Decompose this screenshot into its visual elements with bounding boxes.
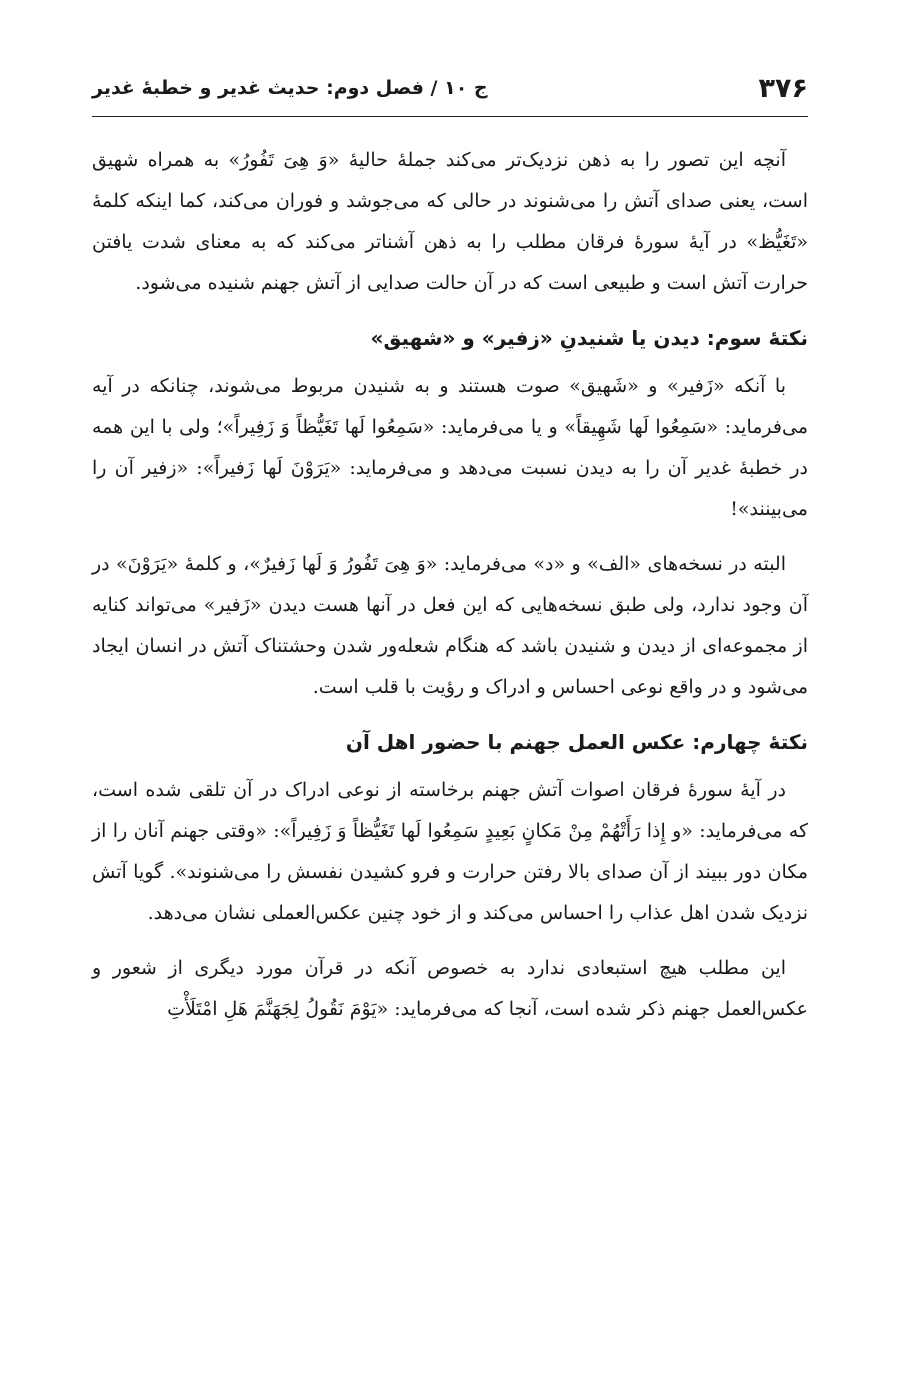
section-heading: نکتهٔ سوم: دیدن یا شنیدنِ «زفیر» و «شهیق»: [370, 326, 808, 350]
paragraph: آنچه این تصور را به ذهن نزدیک‌تر می‌کند جملهٔ حالیهٔ «وَ هِیَ تَفُورُ» به همراه شهیق است، یعنی صدای آتش را می‌شنوند در حالی که می‌جوشد و فوران می‌کند، کما اینکه کلمهٔ «تَغَیُّظ» در آیهٔ سورهٔ فرقان مطلب را به ذهن آشناتر می‌کند که به معنای شدت یافتن حرارت آتش است و طبیعی است که در آن حالت صدایی از آتش جهنم شنیده می‌شود.: [92, 149, 808, 294]
paragraph: این مطلب هیچ استبعادی ندارد به خصوص آنکه در قرآن مورد دیگری از شعور و عکس‌العمل جهنم ذکر شده است، آنجا که می‌فرماید: «یَوْمَ نَقُولُ لِجَهَنَّمَ هَلِ امْتَلَأْتِ: [92, 957, 808, 1020]
paragraph: با آنکه «زَفیر» و «شَهیق» صوت هستند و به شنیدن مربوط می‌شوند، چنانکه در آیه می‌فرماید: «سَمِعُوا لَها شَهِیقاً» و یا می‌فرماید: «سَمِعُوا لَها تَغَیُّظاً وَ زَفِیراً»؛ ولی با این همه در خطبهٔ غدیر آن را به دیدن نسبت می‌دهد و می‌فرماید: «یَرَوْنَ لَها زَفیراً»: «زفیر آن را می‌بینند»!: [92, 375, 808, 520]
running-head: ج ۱۰ / فصل دوم: حدیث غدیر و خطبهٔ غدیر: [92, 77, 488, 99]
section-heading: نکتهٔ چهارم: عکس العمل جهنم با حضور اهل آن: [345, 730, 808, 754]
page-number: ۳۷۶: [758, 72, 808, 104]
page-header: [92, 60, 808, 117]
page-body: [92, 140, 808, 1044]
paragraph: البته در نسخه‌های «الف» و «د» می‌فرماید: «وَ هِیَ تَفُورُ وَ لَها زَفیرٌ»، و کلمهٔ «یَرَوْنَ» در آن وجود ندارد، ولی طبق نسخه‌هایی که این فعل در آنها هست دیدن «زَفیر» می‌تواند کنایه از مجموعه‌ای از دیدن و شنیدن باشد که هنگام شعله‌ور شدن وحشتناک آتش در انسان ایجاد می‌شود و در واقع نوعی احساس و ادراک و رؤیت با قلب است.: [92, 553, 808, 698]
paragraph: در آیهٔ سورهٔ فرقان اصوات آتش جهنم برخاسته از نوعی ادراک در آن تلقی شده است، که می‌فرماید: «و إِذا رَأَتْهُمْ مِنْ مَکانٍ بَعِیدٍ سَمِعُوا لَها تَغَیُّظاً وَ زَفِیراً»: «وقتی جهنم آنان را از مکان دور ببیند از آن صدای بالا رفتن حرارت و فرو کشیدن نفسش را می‌شنوند». گویا آتش نزدیک شدن اهل عذاب را احساس می‌کند و از خود چنین عکس‌العملی نشان می‌دهد.: [92, 779, 808, 924]
